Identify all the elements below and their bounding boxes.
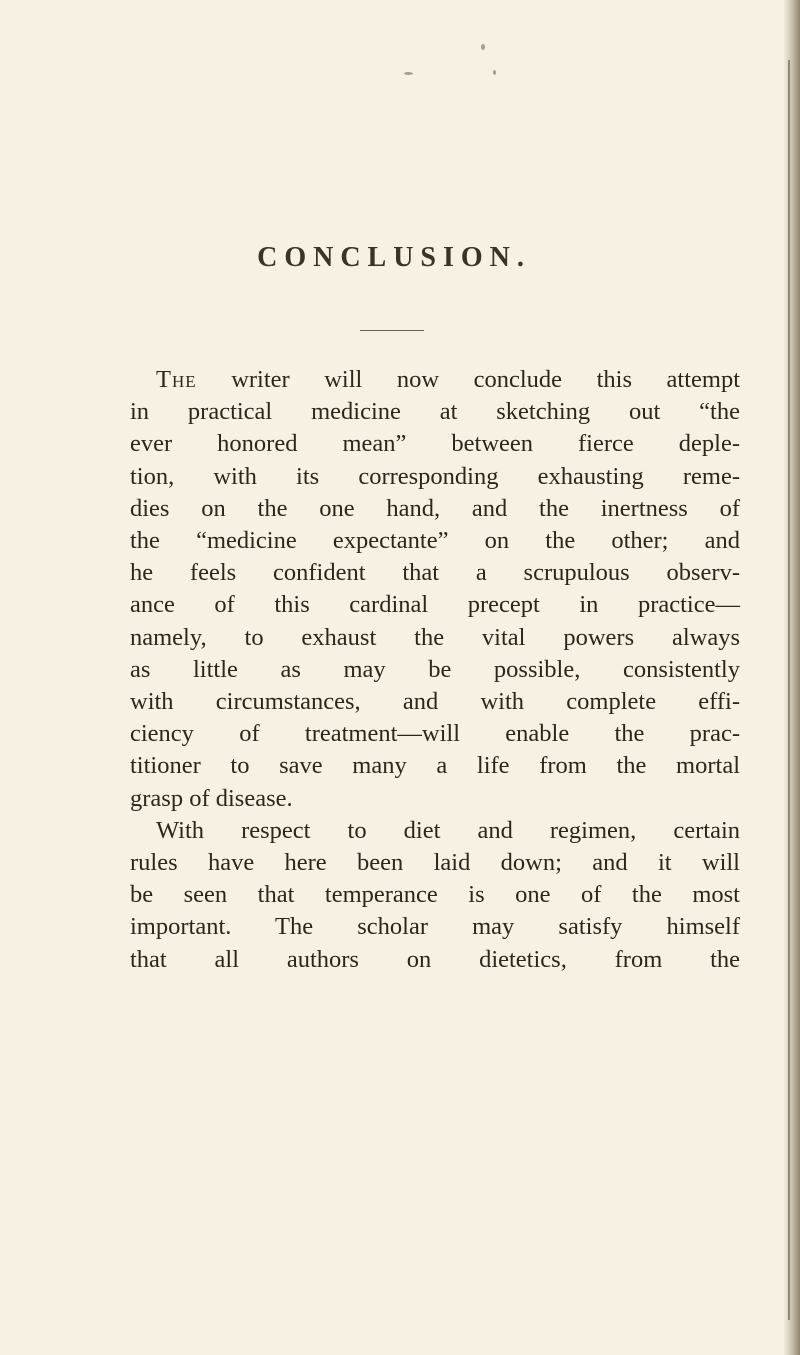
text-line: with circumstances, and with complete effi- bbox=[130, 688, 740, 716]
text-line: be seen that temperance is one of the most bbox=[130, 881, 740, 909]
chapter-title: CONCLUSION. bbox=[257, 242, 531, 273]
text-line: rules have here been laid down; and it will bbox=[130, 849, 740, 877]
title-rule bbox=[360, 330, 424, 331]
body-text bbox=[130, 364, 740, 976]
text-line: The writer will now conclude this attempt bbox=[156, 366, 741, 393]
text-line: ciency of treatment—will enable the prac- bbox=[130, 720, 740, 748]
paper-speck bbox=[404, 72, 413, 75]
text-line: With respect to diet and regimen, certain bbox=[156, 816, 740, 844]
binding-edge bbox=[788, 60, 790, 1320]
text-line: that all authors on dietetics, from the bbox=[130, 945, 740, 973]
text-line: namely, to exhaust the vital powers always bbox=[130, 623, 740, 651]
text-line: grasp of disease. bbox=[130, 784, 293, 812]
text-line: the “medicine expectante” on the other; and bbox=[130, 527, 740, 555]
text-line: ever honored mean” between fierce deple- bbox=[130, 430, 740, 458]
text-line: he feels confident that a scrupulous observ- bbox=[130, 559, 740, 587]
text-line: in practical medicine at sketching out “the bbox=[130, 398, 740, 426]
text-line: important. The scholar may satisfy himself bbox=[130, 913, 740, 941]
paper-speck bbox=[493, 70, 496, 75]
text-line: dies on the one hand, and the inertness of bbox=[130, 494, 740, 522]
text-line: titioner to save many a life from the mortal bbox=[130, 752, 740, 780]
text-line: ance of this cardinal precept in practice— bbox=[130, 591, 740, 619]
text-line: as little as may be possible, consistently bbox=[130, 655, 740, 683]
lead-word: The bbox=[156, 366, 197, 393]
paper-speck bbox=[481, 44, 485, 50]
page-gutter-shadow bbox=[784, 0, 800, 1355]
text-line: tion, with its corresponding exhausting reme- bbox=[130, 462, 740, 490]
